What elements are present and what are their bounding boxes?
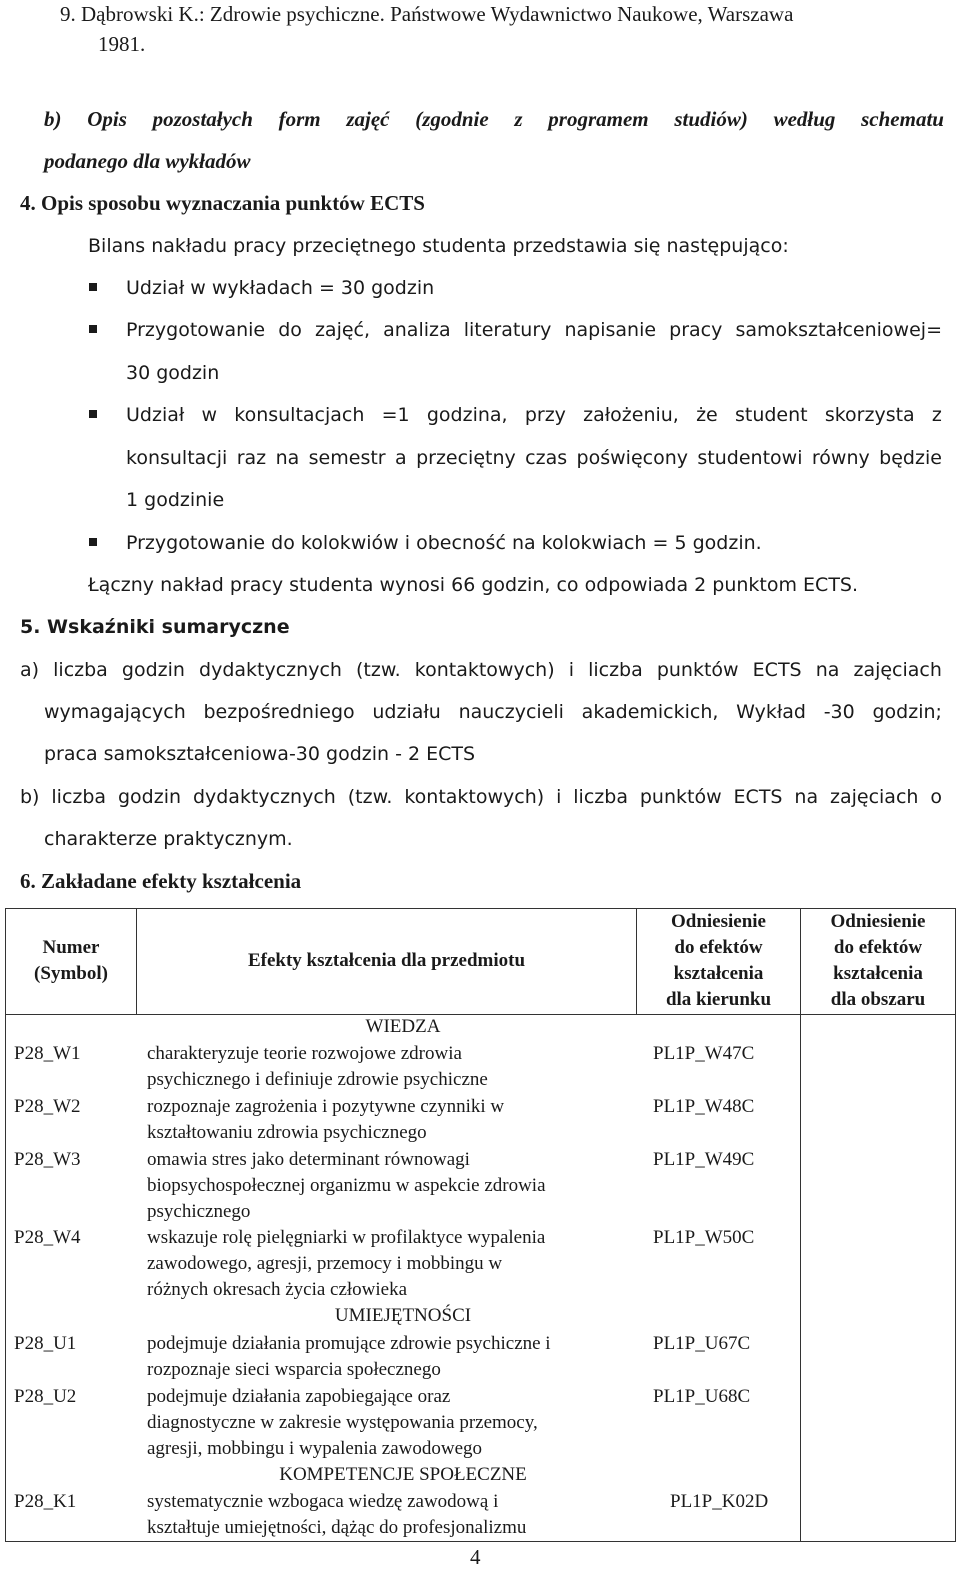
word: zajęciach <box>853 659 942 681</box>
word: kontaktowych) <box>414 659 555 681</box>
header-ref-area-line: do efektów <box>833 937 923 958</box>
section-5-heading: 5. Wskaźniki sumaryczne <box>20 616 290 638</box>
header-ref-area <box>801 909 955 1013</box>
bullet-marker <box>89 410 97 418</box>
row-code: P28_W1 <box>14 1043 81 1064</box>
word: godzina, <box>426 404 508 426</box>
row-effect-line: wskazuje rolę pielęgniarki w profilaktyce wypalenia <box>147 1227 546 1248</box>
word: punktów <box>639 786 722 808</box>
row-code: P28_W2 <box>14 1096 81 1117</box>
word: Przygotowanie <box>126 319 266 341</box>
word: akademickich, <box>581 701 719 723</box>
page-number: 4 <box>470 1545 481 1569</box>
section-b-line1 <box>44 107 944 131</box>
total-workload: Łączny nakład pracy studenta wynosi 66 godzin, co odpowiada 2 punktom ECTS. <box>88 574 859 596</box>
word: czas <box>525 447 568 469</box>
word: założeniu, <box>583 404 679 426</box>
header-number <box>6 935 136 987</box>
bibliography-item-9-cont: 1981. <box>98 32 146 56</box>
header-number-line: (Symbol) <box>34 963 108 984</box>
word: semestr <box>308 447 386 469</box>
bullet-colloquia: Przygotowanie do kolokwiów i obecność na kolokwiach = 5 godzin. <box>126 532 762 554</box>
row-effect <box>147 1041 637 1093</box>
bullet-marker <box>89 538 97 546</box>
row-effect-line: biopsychospołecznej organizmu w aspekcie zdrowia <box>147 1175 546 1196</box>
row-code: P28_K1 <box>14 1491 77 1512</box>
row-effect-line: kształtuje umiejętności, dążąc do profesjonalizmu <box>147 1517 527 1538</box>
word: że <box>696 404 718 426</box>
word: raz <box>236 447 267 469</box>
word: =1 <box>381 404 410 426</box>
header-ref-area-line: kształcenia <box>833 963 923 984</box>
word: (tzw. <box>356 659 401 681</box>
word: z <box>514 107 523 131</box>
word: studentowi <box>697 447 803 469</box>
row-effect <box>147 1331 637 1383</box>
word: godzin <box>121 659 185 681</box>
word: z <box>931 404 942 426</box>
word: studiów) <box>674 107 748 131</box>
word: i <box>568 659 574 681</box>
row-effect <box>147 1225 637 1303</box>
row-ref: PL1P_W47C <box>653 1043 755 1064</box>
section-5-a-line2 <box>44 700 942 724</box>
section-4-heading: 4. Opis sposobu wyznaczania punktów ECTS <box>20 191 425 215</box>
word: nauczycieli <box>458 701 564 723</box>
word: udziału <box>372 701 441 723</box>
row-code: P28_W3 <box>14 1149 81 1170</box>
header-ref-major-line: Odniesienie <box>670 911 766 932</box>
word: liczba <box>53 659 108 681</box>
word: punktów <box>656 659 739 681</box>
table-border-right <box>955 908 956 1542</box>
word: na <box>275 447 300 469</box>
word: zajęciach <box>830 786 919 808</box>
word: na <box>815 659 840 681</box>
word: bezpośredniego <box>203 701 355 723</box>
row-code: P28_W4 <box>14 1227 81 1248</box>
header-ref-major-line: do efektów <box>674 937 763 958</box>
row-effect-line: charakteryzuje teorie rozwojowe zdrowia <box>147 1043 462 1064</box>
word: konsultacji <box>126 447 228 469</box>
bullet-consultations-line2 <box>126 446 942 470</box>
word: Udział <box>126 404 185 426</box>
word: pracy <box>669 319 723 341</box>
word: literatury <box>463 319 552 341</box>
bullet-consultations-line3: 1 godzinie <box>126 489 225 511</box>
header-number-line: Numer <box>42 937 100 958</box>
row-effect-line: podejmuje działania zapobiegające oraz <box>147 1386 451 1407</box>
row-effect-line: omawia stres jako determinant równowagi <box>147 1149 470 1170</box>
word: liczba <box>51 786 107 808</box>
group-label-skills: UMIEJĘTNOŚCI <box>334 1305 472 1326</box>
word: a) <box>20 659 40 681</box>
word: będzie <box>879 447 942 469</box>
word: form <box>278 107 321 131</box>
row-effect <box>147 1147 637 1225</box>
row-ref: PL1P_W48C <box>653 1096 755 1117</box>
word: i <box>556 786 562 808</box>
word: poświęcony <box>576 447 688 469</box>
word: -30 <box>823 701 855 723</box>
header-ref-major-line: dla kierunku <box>665 989 772 1010</box>
section-5-b-line2: charakterze praktycznym. <box>44 828 293 850</box>
row-effect <box>147 1384 637 1462</box>
word: przeciętny <box>416 447 516 469</box>
bullet-lectures: Udział w wykładach = 30 godzin <box>126 277 435 299</box>
row-code: P28_U1 <box>14 1333 77 1354</box>
word: skorzysta <box>824 404 915 426</box>
header-ref-major <box>637 909 800 1013</box>
header-ref-area-line: dla obszaru <box>830 989 926 1010</box>
bullet-preparation-line2: 30 godzin <box>126 362 220 384</box>
table-border-bottom <box>5 1541 956 1542</box>
word: ECTS <box>733 786 783 808</box>
word: do <box>278 319 302 341</box>
word: ECTS <box>752 659 802 681</box>
row-ref: PL1P_U67C <box>653 1333 751 1354</box>
word: Opis <box>87 107 127 131</box>
header-ref-major-line: kształcenia <box>673 963 764 984</box>
word: dydaktycznych <box>199 659 342 681</box>
word: konsultacjach <box>234 404 365 426</box>
table-border-left <box>5 908 6 1542</box>
section-5-b-line1 <box>20 785 942 809</box>
row-ref: PL1P_W50C <box>653 1227 755 1248</box>
row-effect-line: systematycznie wzbogaca wiedzę zawodową i <box>147 1491 499 1512</box>
section-5-a-line3: praca samokształceniowa-30 godzin - 2 ECTS <box>44 743 476 765</box>
bullet-marker <box>89 325 97 333</box>
word: liczba <box>573 786 628 808</box>
word: kontaktowych) <box>404 786 545 808</box>
bibliography-item-9: 9. Dąbrowski K.: Zdrowie psychiczne. Państwowe Wydawnictwo Naukowe, Warszawa <box>60 2 794 26</box>
word: a <box>395 447 407 469</box>
word: liczba <box>588 659 643 681</box>
row-effect-line: różnych okresach życia człowieka <box>147 1279 408 1300</box>
row-effect-line: diagnostyczne w zakresie występowania przemocy, <box>147 1412 538 1433</box>
header-ref-area-line: Odniesienie <box>830 911 926 932</box>
word: o <box>930 786 942 808</box>
word: Wykład <box>736 701 806 723</box>
row-effect-line: podejmuje działania promujące zdrowie psychiczne i <box>147 1333 551 1354</box>
word: przy <box>524 404 566 426</box>
row-effect-line: kształtowaniu zdrowia psychicznego <box>147 1122 427 1143</box>
row-effect <box>147 1489 637 1541</box>
row-ref: PL1P_U68C <box>653 1386 751 1407</box>
bullet-marker <box>89 283 97 291</box>
word: (tzw. <box>347 786 393 808</box>
word: pozostałych <box>152 107 253 131</box>
word: samokształceniowej= <box>735 319 942 341</box>
row-effect-line: rozpoznaje sieci wsparcia społecznego <box>147 1359 441 1380</box>
word: student <box>734 404 808 426</box>
word: dydaktycznych <box>192 786 336 808</box>
section-b-line2: podanego dla wykładów <box>44 149 251 173</box>
row-code: P28_U2 <box>14 1386 77 1407</box>
bullet-preparation-line1 <box>126 318 942 342</box>
word: godzin; <box>872 701 942 723</box>
section-5-a-line1 <box>20 658 942 682</box>
row-effect-line: agresji, mobbingu i wypalenia zawodowego <box>147 1438 483 1459</box>
bullet-consultations-line1 <box>126 403 942 427</box>
row-effect-line: psychicznego <box>147 1201 251 1222</box>
word: godzin <box>117 786 182 808</box>
word: b) <box>20 786 40 808</box>
group-label-competences: KOMPETENCJE SPOŁECZNE <box>279 1464 527 1485</box>
word: b) <box>44 107 62 131</box>
header-effects: Efekty kształcenia dla przedmiotu <box>247 950 526 971</box>
word: schematu <box>861 107 944 131</box>
word: napisanie <box>564 319 657 341</box>
word: zajęć, <box>314 319 371 341</box>
section-6-heading: 6. Zakładane efekty kształcenia <box>20 869 302 893</box>
word: (zgodnie <box>415 107 489 131</box>
row-ref: PL1P_K02D <box>670 1491 769 1512</box>
word: na <box>794 786 819 808</box>
row-effect-line: rozpoznaje zagrożenia i pozytywne czynniki w <box>147 1096 505 1117</box>
word: wymagających <box>44 701 186 723</box>
section-4-intro: Bilans nakładu pracy przeciętnego studenta przedstawia się następująco: <box>88 235 789 257</box>
word: programem <box>548 107 649 131</box>
row-ref: PL1P_W49C <box>653 1149 755 1170</box>
group-label-knowledge: WIEDZA <box>365 1016 441 1037</box>
word: zajęć <box>346 107 390 131</box>
word: równy <box>811 447 870 469</box>
row-effect-line: psychicznego i definiuje zdrowie psychiczne <box>147 1069 488 1090</box>
row-effect <box>147 1094 637 1146</box>
word: w <box>201 404 218 426</box>
word: analiza <box>383 319 451 341</box>
row-effect-line: zawodowego, agresji, przemocy i mobbingu w <box>147 1253 503 1274</box>
word: według <box>773 107 836 131</box>
